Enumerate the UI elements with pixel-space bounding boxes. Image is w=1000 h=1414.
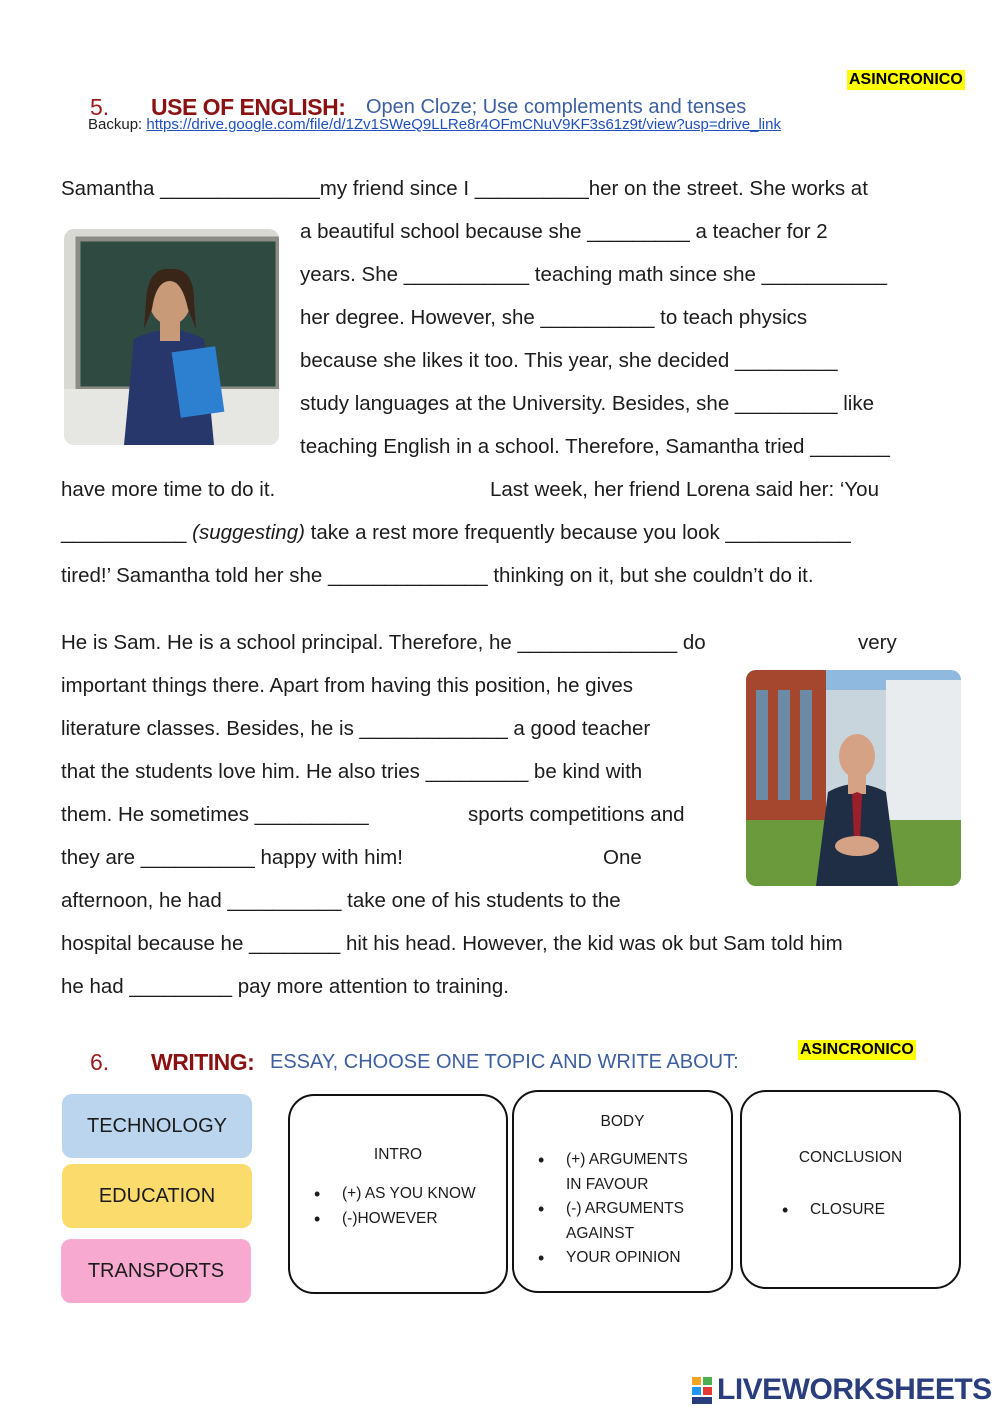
section-6-subtitle: ESSAY, CHOOSE ONE TOPIC AND WRITE ABOUT: xyxy=(270,1051,739,1073)
text1-line-9 xyxy=(61,521,851,545)
body-item: • YOUR OPINION xyxy=(566,1246,696,1271)
backup-link[interactable]: https://drive.google.com/file/d/1Zv1SWeQ9LLRe8r4OFmCNuV9KF3s61z9t/view?usp=drive_link xyxy=(146,116,781,133)
liveworksheets-brand: LIVEWORKSHEETS xyxy=(717,1373,992,1406)
principal-photo xyxy=(746,670,961,886)
text2-line-9: he had _________ pay more attention to training. xyxy=(61,975,509,998)
section-5-title: USE OF ENGLISH: xyxy=(151,94,346,120)
text1-line-7: teaching English in a school. Therefore, Samantha tried _______ xyxy=(300,435,890,458)
text2-line-3: literature classes. Besides, he is _____________ a good teacher xyxy=(61,717,651,740)
text1-line-5: because she likes it too. This year, she decided _________ xyxy=(300,349,838,372)
text2-line-1a: He is Sam. He is a school principal. Therefore, he ______________ do xyxy=(61,631,706,654)
conclusion-list xyxy=(742,1198,885,1223)
liveworksheets-logo-icon xyxy=(692,1375,714,1405)
text1-line-10: tired!’ Samantha told her she ______________ thinking on it, but she couldn’t do it. xyxy=(61,564,814,587)
text2-line-2: important things there. Apart from having this position, he gives xyxy=(61,674,634,697)
text1-line-8a: have more time to do it. xyxy=(61,478,276,501)
text1-line-8b: Last week, her friend Lorena said her: ‘You xyxy=(490,478,879,501)
text2-line-5a: them. He sometimes __________ xyxy=(61,803,369,826)
conclusion-item: • CLOSURE xyxy=(810,1198,885,1223)
backup-line xyxy=(88,116,781,133)
async-tag: ASINCRONICO xyxy=(849,71,963,88)
body-item: • (+) ARGUMENTS IN FAVOUR xyxy=(566,1148,696,1197)
intro-item: • (+) AS YOU KNOW xyxy=(342,1182,542,1207)
intro-box xyxy=(288,1094,508,1294)
section-5-subtitle: Open Cloze; Use complements and tenses xyxy=(366,96,747,118)
section-6-title: WRITING: xyxy=(151,1049,255,1075)
text2-line-7: afternoon, he had __________ take one of his students to the xyxy=(61,889,621,912)
text1-line-4: her degree. However, she __________ to teach physics xyxy=(300,306,808,329)
async-tag-2: ASINCRONICO xyxy=(800,1041,914,1058)
section-5-number: 5. xyxy=(90,94,110,120)
text2-line-6b: One xyxy=(603,846,642,869)
topic-technology-button[interactable]: TECHNOLOGY xyxy=(62,1094,252,1158)
text2-line-4: that the students love him. He also tries _________ be kind with xyxy=(61,760,643,783)
text2-line-6a: they are __________ happy with him! xyxy=(61,846,403,869)
liveworksheets-logo xyxy=(692,1373,992,1407)
backup-label: Backup: xyxy=(88,116,143,133)
text1-line-3: years. She ___________ teaching math since she ___________ xyxy=(300,263,887,286)
body-title: BODY xyxy=(600,1113,645,1130)
text2-line-5b: sports competitions and xyxy=(468,803,685,826)
topic-education-button[interactable]: EDUCATION xyxy=(62,1164,252,1228)
intro-list xyxy=(290,1182,542,1231)
topic-transports-button[interactable]: TRANSPORTS xyxy=(61,1239,251,1303)
body-item: • (-) ARGUMENTS AGAINST xyxy=(566,1197,696,1246)
text2-line-8: hospital because he ________ hit his head. However, the kid was ok but Sam told him xyxy=(61,932,843,955)
teacher-photo xyxy=(64,229,279,445)
text1-line-9-blank: ___________ xyxy=(61,521,187,544)
conclusion-box xyxy=(740,1090,961,1289)
text1-line-6: study languages at the University. Besides, she _________ like xyxy=(300,392,874,415)
text2-line-1b: very xyxy=(858,631,897,654)
text1-line-9-rest: take a rest more frequently because you look ___________ xyxy=(310,521,851,544)
text1-line-2: a beautiful school because she _________ a teacher for 2 xyxy=(300,220,828,243)
intro-item: • (-)HOWEVER xyxy=(342,1207,542,1232)
text1-line-1: Samantha ______________my friend since I __________her on the street. She works at xyxy=(61,177,868,200)
body-list xyxy=(514,1148,696,1271)
text1-line-9-hint: (suggesting) xyxy=(192,521,305,544)
section-6-number: 6. xyxy=(90,1049,110,1075)
intro-title: INTRO xyxy=(373,1146,423,1163)
body-box xyxy=(512,1090,733,1293)
conclusion-title: CONCLUSION xyxy=(798,1149,903,1166)
